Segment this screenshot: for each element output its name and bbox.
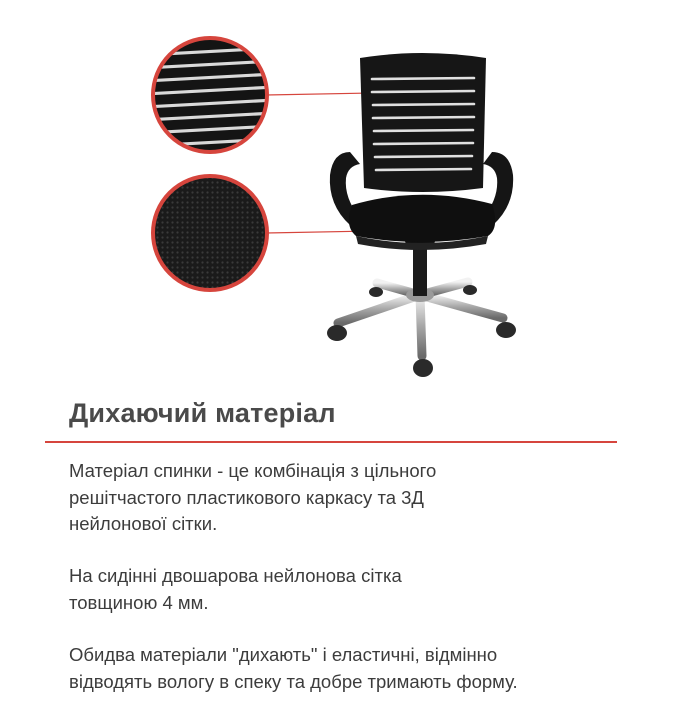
paragraph-breathability: Обидва матеріали "дихають" і еластичні, відмінно відводять вологу в спеку та добре тримають форму.: [69, 644, 518, 692]
paragraph-backrest-material: Матеріал спинки - це комбінація з цільного решітчастого пластикового каркасу та 3Д нейлонової сітки.: [69, 460, 437, 534]
section-title: Дихаючий матеріал: [69, 398, 336, 428]
seat-mesh-zoom: [150, 173, 270, 293]
backrest-mesh-zoom: [145, 35, 275, 155]
title-divider: [45, 441, 617, 443]
paragraph-seat-material: На сидінні двошарова нейлонова сітка товщиною 4 мм.: [69, 565, 402, 613]
office-chair-image: [327, 53, 516, 377]
